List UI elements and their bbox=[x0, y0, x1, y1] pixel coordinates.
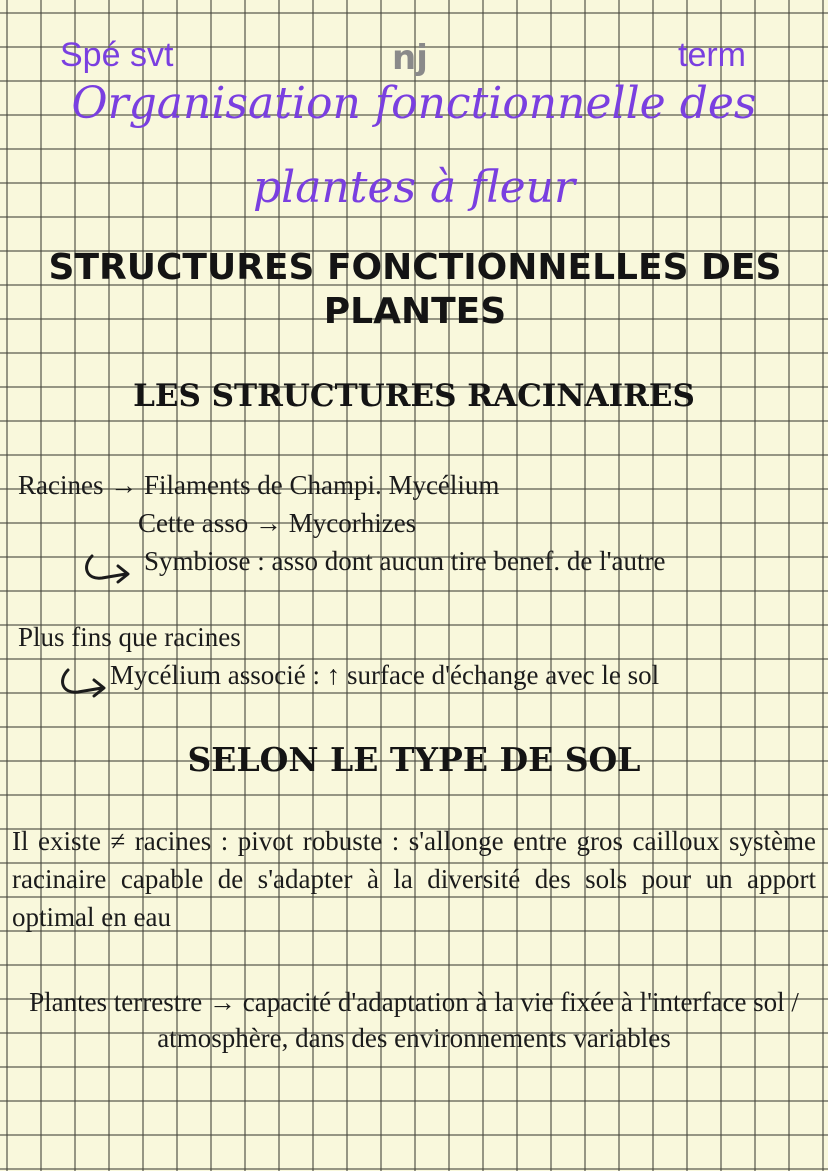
section-heading-line1: STRUCTURES FONCTIONNELLES DES bbox=[48, 247, 782, 288]
paragraph-racines: Il existe ≠ racines : pivot robuste : s'allonge entre gros cailloux système racinaire capable de s'adapter à la diversité des sols pour un apport optimal en eau bbox=[12, 826, 816, 932]
note-line-plus-fins: Plus fins que racines bbox=[18, 622, 241, 652]
page-title-line1: Organisation fonctionnelle des bbox=[71, 78, 757, 129]
paragraph-conclusion: Plantes terrestre → capacité d'adaptation à la vie fixée à l'interface sol / atmosphère, dans des environnements variables bbox=[29, 987, 799, 1053]
section-heading-line2: PLANTES bbox=[323, 291, 507, 332]
page-title-line2: plantes à fleur bbox=[252, 162, 576, 213]
note-line-racines: Racines → Filaments de Champi. Mycélium bbox=[18, 470, 500, 500]
note-line-mycorhizes: Cette asso → Mycorhizes bbox=[138, 508, 417, 538]
subject-label: Spé svt bbox=[60, 36, 174, 74]
author-initials: nj bbox=[392, 38, 428, 78]
section-heading bbox=[20, 246, 810, 334]
subsection-heading-type-de-sol: SELON LE TYPE DE SOL bbox=[187, 740, 641, 779]
note-line-symbiose: Symbiose : asso dont aucun tire benef. de l'autre bbox=[144, 546, 666, 576]
curved-arrow-icon bbox=[58, 666, 108, 700]
curved-arrow-icon bbox=[82, 552, 132, 586]
subsection-heading-racinaires: LES STRUCTURES RACINAIRES bbox=[133, 378, 695, 414]
note-line-mycelium: Mycélium associé : ↑ surface d'échange avec le sol bbox=[110, 660, 660, 690]
level-label: term bbox=[678, 36, 746, 74]
